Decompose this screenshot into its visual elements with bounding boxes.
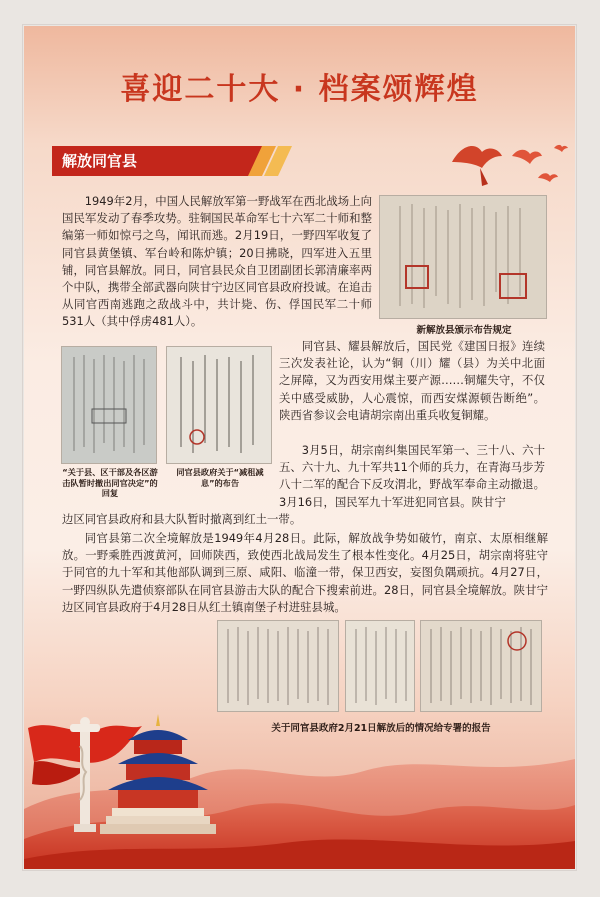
notice-document-image <box>379 195 547 319</box>
huabiao-pillar-icon <box>68 716 102 834</box>
paragraph-3-continued: 边区同官县政府和县大队暂时撤离到红土一带。 <box>62 512 302 526</box>
caption-notice: 新解放县颁示布告规定 <box>416 325 512 336</box>
section-title: 解放同官县 <box>62 152 138 170</box>
reply-document-image <box>61 346 157 464</box>
poster <box>24 26 575 869</box>
caption-report: 关于同官县政府2月21日解放后的情况给专署的报告 <box>271 723 491 734</box>
flying-birds-icon <box>442 134 572 204</box>
paragraph-1: 1949年2月，中国人民解放军第一野战军在西北战场上向国民军发动了春季攻势。驻铜国民革命军七十六军二十师和整编第一师如惊弓之鸟，闻讯而逃。2月19日，一野四军收复了同官县黄堡镇、军台岭和陈炉镇；20日拂晓，四军进入五里铺，同官县解放。同日，同官县民众自卫团副团长郭清廉率两个中队，携带全部武器向陕甘宁边区同官县政府投诚。在追击从同官西南逃跑之敌战斗中，共计毙、伤、俘国民军二十师531人（其中俘虏481人）。 <box>62 194 372 329</box>
paragraph-4: 同官县第二次全境解放是1949年4月28日。此际，解放战争势如破竹，南京、太原相继解放。一野乘胜西渡黄河，回师陕西，致使西北战局发生了根本性变化。4月25日，胡宗南将驻守于同官的九十军和其他部队调到三原、咸阳、临潼一带，保卫西安，妄图负隅顽抗。4月27日，一野四纵队先遣侦察部队在同官县游击大队的配合下搜索前进。28日，同官县全境解放。陕甘宁边区同官县政府于4月28日从红土镇南堡子村进驻县城。 <box>62 531 548 614</box>
rent-reduction-notice-image <box>166 346 272 464</box>
paragraph-3: 3月5日，胡宗南纠集国民军第一、三十八、六十五、六十九、九十军共11个师的兵力，在青海马步芳八十二军的配合下反攻渭北，野战军奉命主动撤退。3月16日，国民军九十军进犯同官县。陕甘宁 <box>279 443 545 509</box>
poster-title: 喜迎二十大 · 档案颂辉煌 <box>120 72 479 107</box>
paragraph-2: 同官县、耀县解放后，国民党《建国日报》连续三次发表社论，认为“铜（川）耀（县）为关中北面之屏障，又为西安用煤主要产源……铜耀失守，不仅关中感受威胁，人心震惊，而西安煤源顿告断绝”。陕西省参议会电请胡宗南出重兵收复铜耀。 <box>279 339 545 422</box>
temple-of-heaven-icon <box>98 712 218 842</box>
caption-left-document: “关于县、区干部及各区游击队暂时撤出同官决定”的回复 <box>62 467 158 498</box>
caption-middle-document: 同官县政府关于“减租减息”的布告 <box>176 467 264 488</box>
